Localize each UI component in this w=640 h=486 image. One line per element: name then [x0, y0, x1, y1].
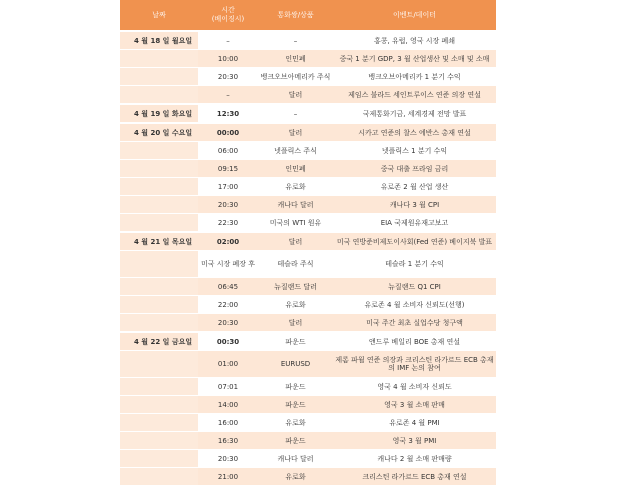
table-row [120, 123, 496, 142]
row-date [120, 396, 198, 414]
table-row [120, 68, 496, 86]
table-row [120, 104, 496, 123]
table-row [120, 351, 496, 378]
row-date [120, 468, 198, 486]
row-time: 16:30 [198, 432, 258, 450]
header-event: 이벤트/데이터 [333, 0, 496, 31]
row-time: 미국 시장 폐장 후 [198, 251, 258, 278]
row-currency: 유로화 [258, 468, 333, 486]
row-time: 20:30 [198, 196, 258, 214]
row-date [120, 68, 198, 86]
row-event: 홍콩, 유럽, 영국 시장 폐쇄 [333, 31, 496, 50]
row-currency: 넷플릭스 주식 [258, 142, 333, 160]
header-time: 시간 (베이징시) [198, 0, 258, 31]
row-event: 뉴질랜드 Q1 CPI [333, 278, 496, 296]
row-event: 크리스틴 라가르드 ECB 총재 연설 [333, 468, 496, 486]
row-event: 시카고 연준의 찰스 에반스 총재 연설 [333, 123, 496, 142]
table-row [120, 251, 496, 278]
row-date: 4 월 19 일 화요일 [120, 104, 198, 123]
row-date [120, 314, 198, 333]
table-row [120, 86, 496, 105]
table-row [120, 142, 496, 160]
table-row [120, 450, 496, 468]
row-date [120, 378, 198, 396]
row-date [120, 142, 198, 160]
row-event: 유로존 4 월 소비자 신뢰도(선행) [333, 296, 496, 314]
row-time: 00:30 [198, 332, 258, 351]
row-date [120, 450, 198, 468]
row-currency: 유로화 [258, 178, 333, 196]
table-row [120, 160, 496, 178]
row-time: 20:30 [198, 68, 258, 86]
row-time: – [198, 86, 258, 105]
row-date: 4 월 22 일 금요일 [120, 332, 198, 351]
row-time: 22:30 [198, 214, 258, 233]
row-date [120, 196, 198, 214]
row-currency: 유로화 [258, 296, 333, 314]
row-currency: 유로화 [258, 414, 333, 432]
row-time: 20:30 [198, 314, 258, 333]
table-row [120, 214, 496, 233]
row-event: 영국 3 월 소매 판매 [333, 396, 496, 414]
row-event: 국제통화기금, 세계경제 전망 발표 [333, 104, 496, 123]
row-event: 유로존 2 월 산업 생산 [333, 178, 496, 196]
row-time: 12:30 [198, 104, 258, 123]
row-event: 넷플릭스 1 분기 수익 [333, 142, 496, 160]
row-event: 캐나다 2 월 소매 판매량 [333, 450, 496, 468]
table-row [120, 332, 496, 351]
row-time: 06:45 [198, 278, 258, 296]
row-currency: 인민폐 [258, 50, 333, 68]
table-row [120, 232, 496, 251]
table-row [120, 396, 496, 414]
row-currency: 달러 [258, 314, 333, 333]
row-time: 01:00 [198, 351, 258, 378]
table-row [120, 468, 496, 486]
table-row [120, 50, 496, 68]
row-date: 4 월 18 일 월요일 [120, 31, 198, 50]
row-time: 10:00 [198, 50, 258, 68]
row-event: 영국 3 월 PMI [333, 432, 496, 450]
row-date [120, 214, 198, 233]
table-row [120, 196, 496, 214]
row-event: 뱅크오브아메리카 1 분기 수익 [333, 68, 496, 86]
row-date [120, 351, 198, 378]
table-row [120, 378, 496, 396]
row-currency: 달러 [258, 123, 333, 142]
row-currency: 파운드 [258, 378, 333, 396]
row-currency: 달러 [258, 86, 333, 105]
row-date [120, 296, 198, 314]
row-time: 16:00 [198, 414, 258, 432]
row-currency: 뱅크오브아메리카 주식 [258, 68, 333, 86]
row-currency: 달러 [258, 232, 333, 251]
row-currency: – [258, 31, 333, 50]
row-date [120, 432, 198, 450]
row-time: – [198, 31, 258, 50]
row-currency: 파운드 [258, 396, 333, 414]
header-date: 날짜 [120, 0, 198, 31]
row-time: 09:15 [198, 160, 258, 178]
row-currency: 파운드 [258, 432, 333, 450]
row-event: 테슬라 1 분기 수익 [333, 251, 496, 278]
row-date: 4 월 20 일 수요일 [120, 123, 198, 142]
row-event: 미국 연방준비제도이사회(Fed 연준) 베이지북 발표 [333, 232, 496, 251]
row-time: 07:01 [198, 378, 258, 396]
row-currency: 미국의 WTI 원유 [258, 214, 333, 233]
row-event: 제임스 불라드 세인트루이스 연준 의장 연설 [333, 86, 496, 105]
row-time: 17:00 [198, 178, 258, 196]
economic-calendar [120, 0, 496, 486]
row-date [120, 86, 198, 105]
row-event: 영국 4 월 소비자 신뢰도 [333, 378, 496, 396]
row-event: 앤드루 베일리 BOE 총재 연설 [333, 332, 496, 351]
calendar-table [120, 0, 496, 486]
row-time: 00:00 [198, 123, 258, 142]
row-currency: – [258, 104, 333, 123]
row-date [120, 178, 198, 196]
table-row [120, 296, 496, 314]
row-date [120, 160, 198, 178]
row-date [120, 251, 198, 278]
table-row [120, 414, 496, 432]
row-time: 20:30 [198, 450, 258, 468]
header-currency: 통화쌍/상품 [258, 0, 333, 31]
row-currency: 파운드 [258, 332, 333, 351]
row-date [120, 414, 198, 432]
row-event: 캐나다 3 월 CPI [333, 196, 496, 214]
row-currency: 캐나다 달러 [258, 196, 333, 214]
table-body [120, 31, 496, 486]
row-time: 21:00 [198, 468, 258, 486]
row-event: 유로존 4 월 PMI [333, 414, 496, 432]
row-event: EIA 국제원유재고보고 [333, 214, 496, 233]
row-currency: EURUSD [258, 351, 333, 378]
row-date [120, 50, 198, 68]
table-row [120, 278, 496, 296]
row-time: 14:00 [198, 396, 258, 414]
table-row [120, 31, 496, 50]
row-time: 22:00 [198, 296, 258, 314]
row-currency: 테슬라 주식 [258, 251, 333, 278]
row-event: 중국 1 분기 GDP, 3 월 산업생산 및 소매 및 소매 [333, 50, 496, 68]
row-event: 제롬 파월 연준 의장과 크리스틴 라가르드 ECB 총재의 IMF 논의 참여 [333, 351, 496, 378]
row-currency: 캐나다 달러 [258, 450, 333, 468]
row-event: 미국 주간 최초 실업수당 청구액 [333, 314, 496, 333]
row-event: 중국 대출 프라임 금리 [333, 160, 496, 178]
table-row [120, 314, 496, 333]
table-row [120, 178, 496, 196]
row-date: 4 월 21 일 목요일 [120, 232, 198, 251]
row-currency: 뉴질랜드 달러 [258, 278, 333, 296]
row-time: 06:00 [198, 142, 258, 160]
row-currency: 인민폐 [258, 160, 333, 178]
table-header-row [120, 0, 496, 31]
row-date [120, 278, 198, 296]
table-row [120, 432, 496, 450]
row-time: 02:00 [198, 232, 258, 251]
